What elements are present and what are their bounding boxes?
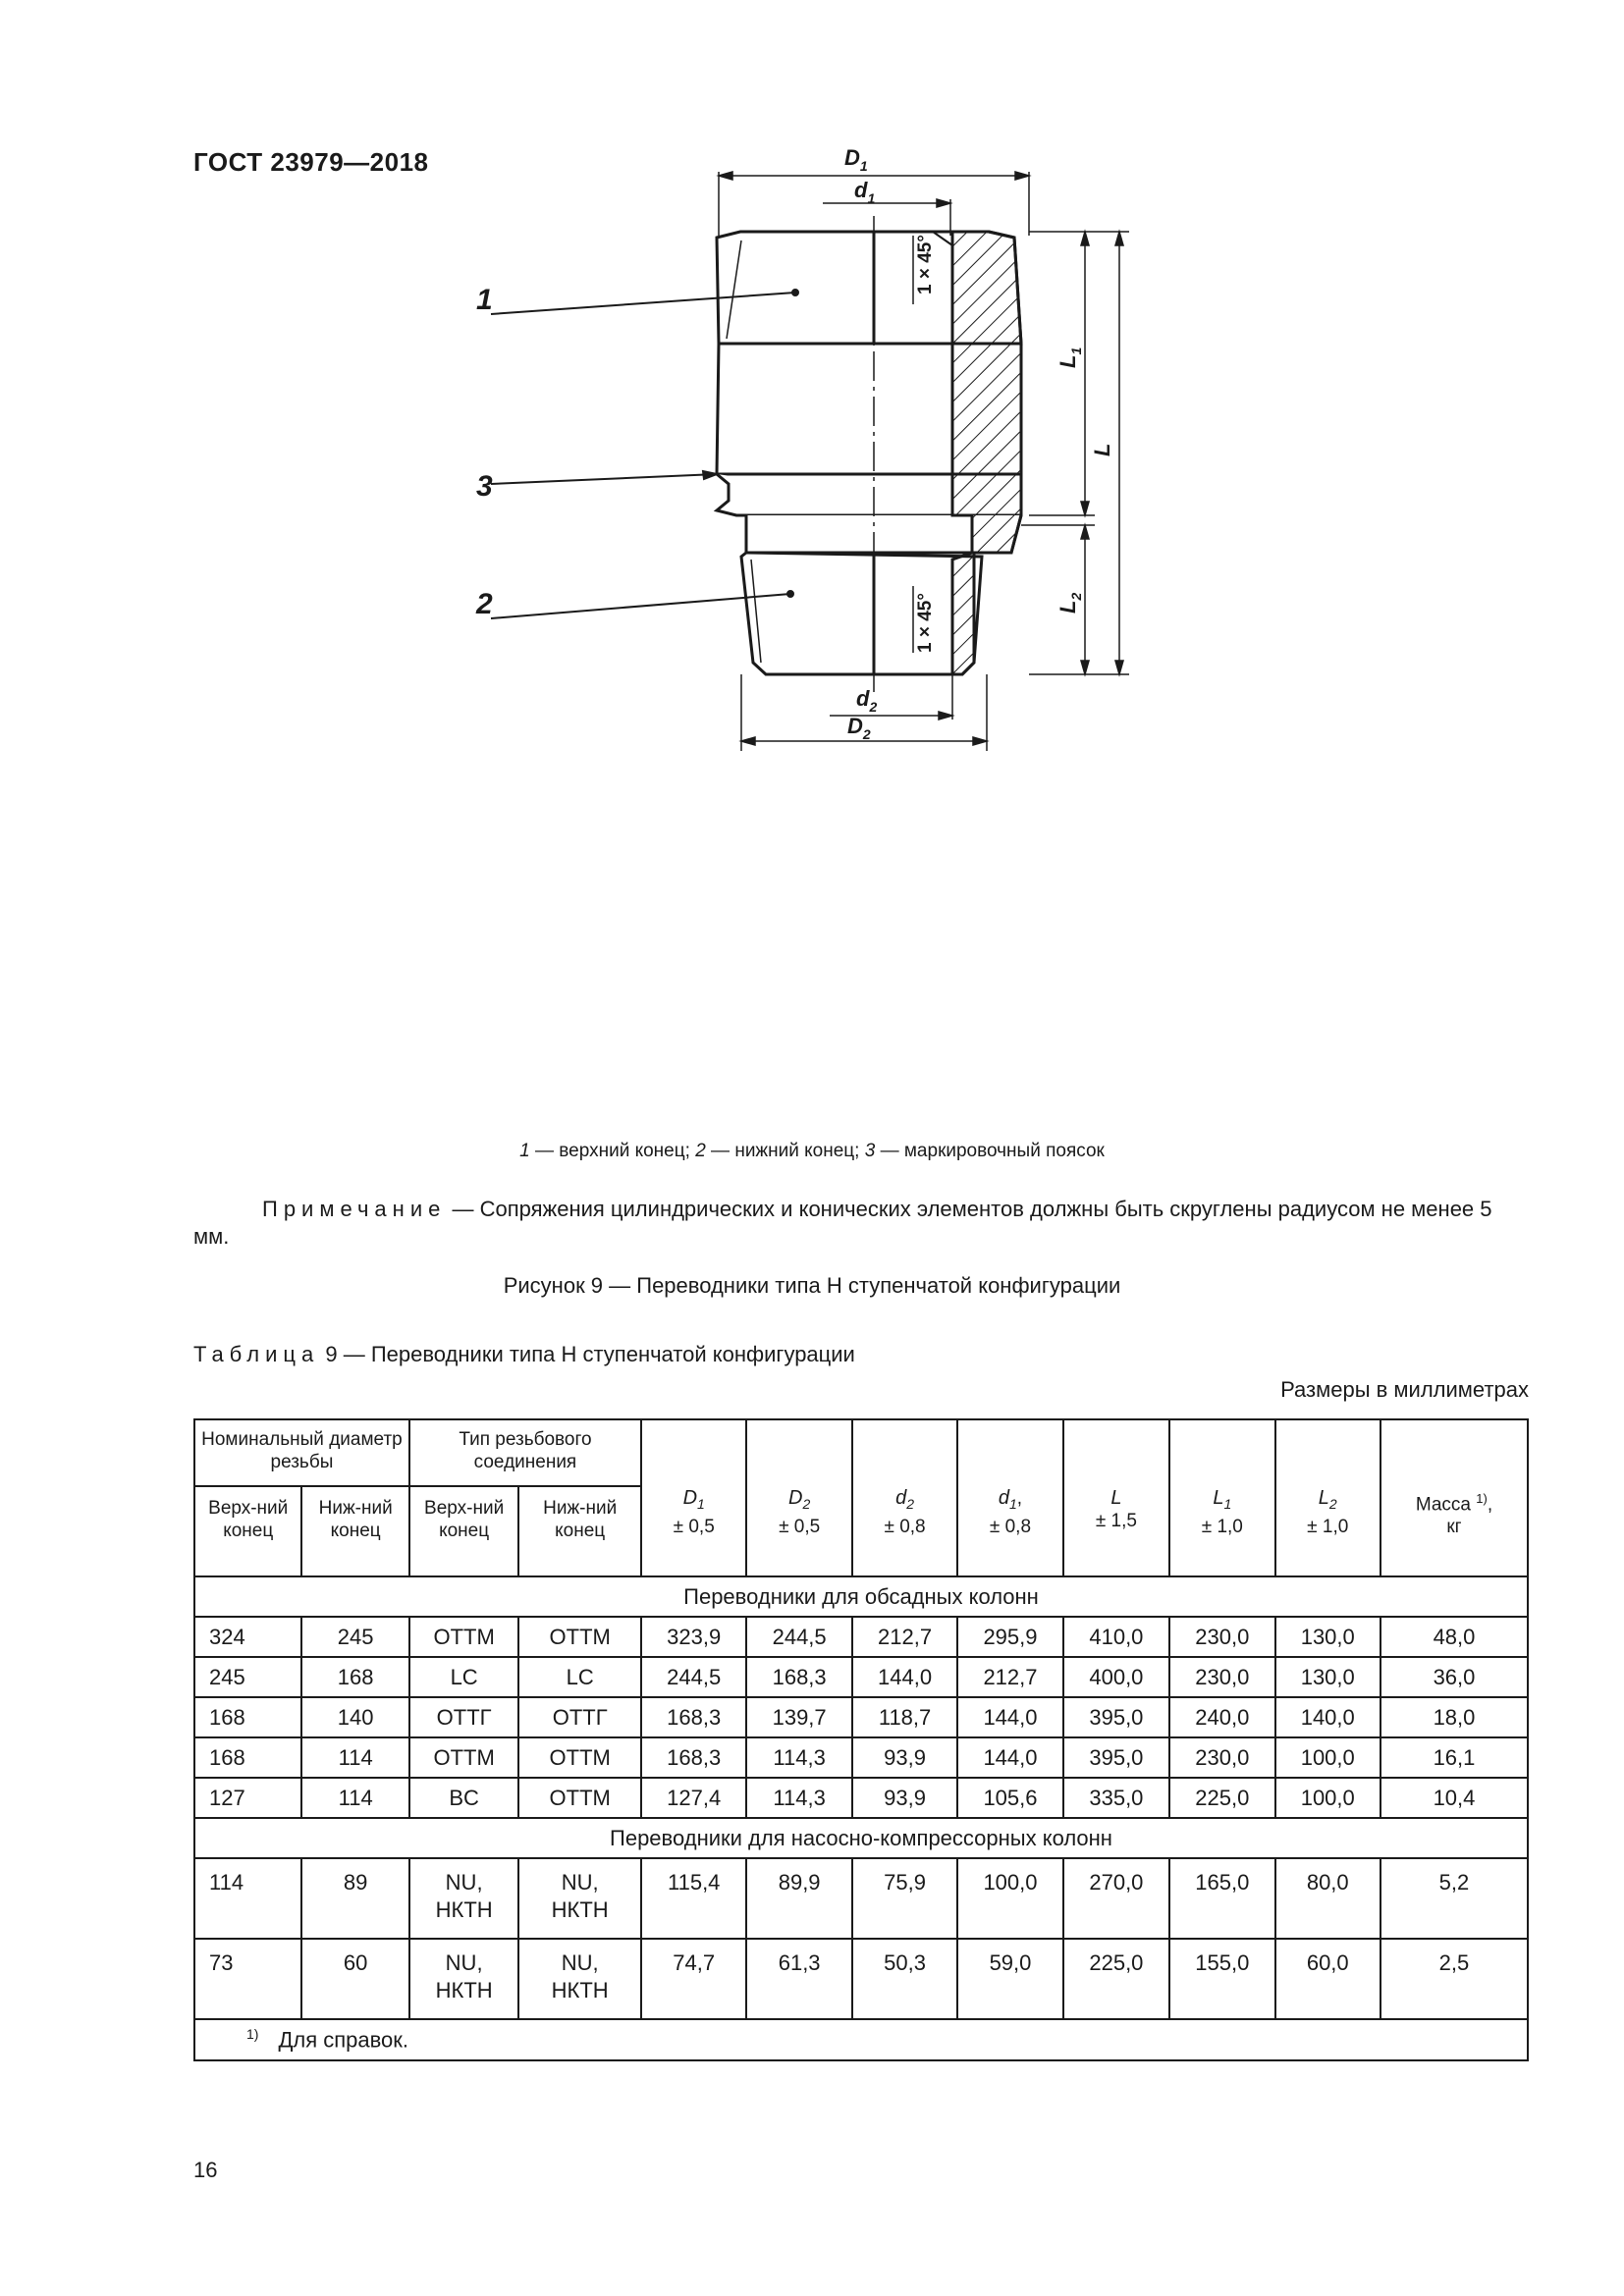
dim-label-L2: $L_2$ — [1056, 592, 1084, 614]
dim-label-D2: $D_2$ — [847, 714, 871, 742]
table-cell: 114 — [194, 1858, 301, 1939]
table-cell: ОТТМ — [518, 1617, 641, 1657]
table-caption: Таблица 9 — Переводники типа Н ступенчатой конфигурации — [193, 1342, 855, 1366]
figure-legend: 1 — верхний конец; 2 — нижний конец; 3 — маркировочный поясок — [519, 1141, 1105, 1161]
table-cell: 144,0 — [957, 1697, 1062, 1737]
table-cell: 395,0 — [1063, 1737, 1169, 1778]
table-cell: 410,0 — [1063, 1617, 1169, 1657]
header-D2: $D_2$ ± 0,5 — [746, 1419, 851, 1576]
table-cell: 114,3 — [746, 1737, 851, 1778]
table-cell: 168 — [194, 1697, 301, 1737]
table-cell: 168 — [194, 1737, 301, 1778]
page-number: 16 — [193, 2158, 218, 2182]
table-cell: 335,0 — [1063, 1778, 1169, 1818]
table-cell: 89,9 — [746, 1858, 851, 1939]
table-cell: 74,7 — [641, 1939, 746, 2019]
table-row — [194, 1657, 1528, 1697]
dim-label-d2: $d_2$ — [856, 686, 878, 715]
table-units: Размеры в миллиметрах — [1280, 1377, 1529, 1402]
table-cell: LC — [518, 1657, 641, 1697]
table-cell: 240,0 — [1169, 1697, 1274, 1737]
table-cell: 10,4 — [1380, 1778, 1528, 1818]
table-cell: 230,0 — [1169, 1657, 1274, 1697]
header-nominal-upper: Верх-ний конец — [194, 1486, 301, 1576]
table-cell: 73 — [194, 1939, 301, 2019]
document-header: ГОСТ 23979—2018 — [193, 147, 429, 177]
table-cell: 127,4 — [641, 1778, 746, 1818]
table-cell: 244,5 — [641, 1657, 746, 1697]
table-cell: 100,0 — [1275, 1737, 1380, 1778]
table-cell: 230,0 — [1169, 1737, 1274, 1778]
table-cell: 5,2 — [1380, 1858, 1528, 1939]
dimensions-table — [193, 1418, 1529, 2061]
table-cell: 48,0 — [1380, 1617, 1528, 1657]
table-cell: ОТТГ — [518, 1697, 641, 1737]
header-thread-upper: Верх-ний конец — [409, 1486, 518, 1576]
section-tubing: Переводники для насосно-компрессорных колонн — [194, 1818, 1528, 1858]
table-row — [194, 1939, 1528, 2019]
table-cell: ОТТМ — [518, 1737, 641, 1778]
table-cell: 16,1 — [1380, 1737, 1528, 1778]
note-text: — Сопряжения цилиндрических и конических элементов должны быть скруглены радиусом не менее 5 мм. — [193, 1197, 1492, 1249]
table-cell: 139,7 — [746, 1697, 851, 1737]
callout-1: 1 — [476, 284, 493, 316]
table-cell: ОТТМ — [518, 1778, 641, 1818]
figure-note — [193, 1196, 1529, 1251]
table-cell: 80,0 — [1275, 1858, 1380, 1939]
table-cell: 100,0 — [957, 1858, 1062, 1939]
table-cell: 168,3 — [641, 1737, 746, 1778]
table-cell: 144,0 — [957, 1737, 1062, 1778]
table-cell: 127 — [194, 1778, 301, 1818]
header-thread-type: Тип резьбового соединения — [409, 1419, 641, 1486]
table-row — [194, 1617, 1528, 1657]
table-cell: 225,0 — [1063, 1939, 1169, 2019]
table-cell: 105,6 — [957, 1778, 1062, 1818]
table-cell: NU, НКТН — [409, 1858, 518, 1939]
table-cell: 168,3 — [641, 1697, 746, 1737]
table-cell: 140 — [301, 1697, 408, 1737]
header-d1: $d_1$, ± 0,8 — [957, 1419, 1062, 1576]
table-cell: 130,0 — [1275, 1617, 1380, 1657]
table-cell: 270,0 — [1063, 1858, 1169, 1939]
callout-3: 3 — [476, 470, 493, 503]
header-d2: $d_2$ ± 0,8 — [852, 1419, 957, 1576]
table-cell: LC — [409, 1657, 518, 1697]
table-footnote: $^{1)}$ Для справок. — [194, 2019, 1528, 2060]
table-cell: 118,7 — [852, 1697, 957, 1737]
table-cell: 225,0 — [1169, 1778, 1274, 1818]
dim-label-L: L — [1090, 443, 1114, 456]
table-cell: 230,0 — [1169, 1617, 1274, 1657]
table-cell: 168 — [301, 1657, 408, 1697]
hatched-section — [952, 232, 1021, 674]
table-cell: 114,3 — [746, 1778, 851, 1818]
table-cell: 295,9 — [957, 1617, 1062, 1657]
dim-label-d1: $d_1$ — [854, 178, 876, 206]
table-cell: 115,4 — [641, 1858, 746, 1939]
table-cell: 212,7 — [957, 1657, 1062, 1697]
casing-body — [194, 1576, 1528, 1818]
header-L2: $L_2$ ± 1,0 — [1275, 1419, 1380, 1576]
table-cell: 165,0 — [1169, 1858, 1274, 1939]
table-cell: 93,9 — [852, 1737, 957, 1778]
note-label: Примечание — [262, 1197, 447, 1221]
chamfer-label-top: 1 × 45° — [915, 235, 936, 294]
table-cell: 36,0 — [1380, 1657, 1528, 1697]
table-cell: 144,0 — [852, 1657, 957, 1697]
table-cell: 400,0 — [1063, 1657, 1169, 1697]
table-cell: BC — [409, 1778, 518, 1818]
table-cell: 61,3 — [746, 1939, 851, 2019]
table-cell: 50,3 — [852, 1939, 957, 2019]
chamfer-label-bottom: 1 × 45° — [915, 593, 936, 653]
table-cell: NU, НКТН — [518, 1939, 641, 2019]
table-cell: 244,5 — [746, 1617, 851, 1657]
table-cell: 130,0 — [1275, 1657, 1380, 1697]
table-cell: ОТТМ — [409, 1737, 518, 1778]
header-mass: Масса $^{1)}$, кг — [1380, 1419, 1528, 1576]
section-casing: Переводники для обсадных колонн — [194, 1576, 1528, 1617]
table-cell: 245 — [194, 1657, 301, 1697]
header-nominal-lower: Ниж-ний конец — [301, 1486, 408, 1576]
table-cell: 114 — [301, 1737, 408, 1778]
header-thread-lower: Ниж-ний конец — [518, 1486, 641, 1576]
table-cell: 168,3 — [746, 1657, 851, 1697]
table-cell: 60 — [301, 1939, 408, 2019]
dim-label-D1: $D_1$ — [844, 145, 868, 174]
table-cell: 323,9 — [641, 1617, 746, 1657]
table-cell: 59,0 — [957, 1939, 1062, 2019]
tubing-body — [194, 1818, 1528, 2019]
table-cell: 114 — [301, 1778, 408, 1818]
callout-2: 2 — [476, 588, 493, 620]
figure-caption: Рисунок 9 — Переводники типа Н ступенчатой конфигурации — [503, 1273, 1121, 1298]
header-L1: $L_1$ ± 1,0 — [1169, 1419, 1274, 1576]
table-cell: 100,0 — [1275, 1778, 1380, 1818]
table-cell: NU, НКТН — [518, 1858, 641, 1939]
dim-label-L1: $L_1$ — [1056, 347, 1084, 368]
table-cell: 212,7 — [852, 1617, 957, 1657]
table-cell: 75,9 — [852, 1858, 957, 1939]
table-cell: 89 — [301, 1858, 408, 1939]
table-cell: 395,0 — [1063, 1697, 1169, 1737]
table-cell: 93,9 — [852, 1778, 957, 1818]
table-row — [194, 1697, 1528, 1737]
table-row — [194, 1737, 1528, 1778]
table-cell: 155,0 — [1169, 1939, 1274, 2019]
table-row — [194, 1858, 1528, 1939]
table-cell: ОТТМ — [409, 1617, 518, 1657]
header-L: L ± 1,5 — [1063, 1419, 1169, 1576]
technical-drawing — [476, 145, 1159, 1124]
table-cell: 2,5 — [1380, 1939, 1528, 2019]
table-cell: 18,0 — [1380, 1697, 1528, 1737]
header-D1: $D_1$ ± 0,5 — [641, 1419, 746, 1576]
table-cell: 245 — [301, 1617, 408, 1657]
table-cell: ОТТГ — [409, 1697, 518, 1737]
table-cell: 140,0 — [1275, 1697, 1380, 1737]
table-row — [194, 1778, 1528, 1818]
table-cell: 60,0 — [1275, 1939, 1380, 2019]
header-nominal-diameter: Номинальный диаметр резьбы — [194, 1419, 409, 1486]
table-cell: NU, НКТН — [409, 1939, 518, 2019]
table-cell: 324 — [194, 1617, 301, 1657]
